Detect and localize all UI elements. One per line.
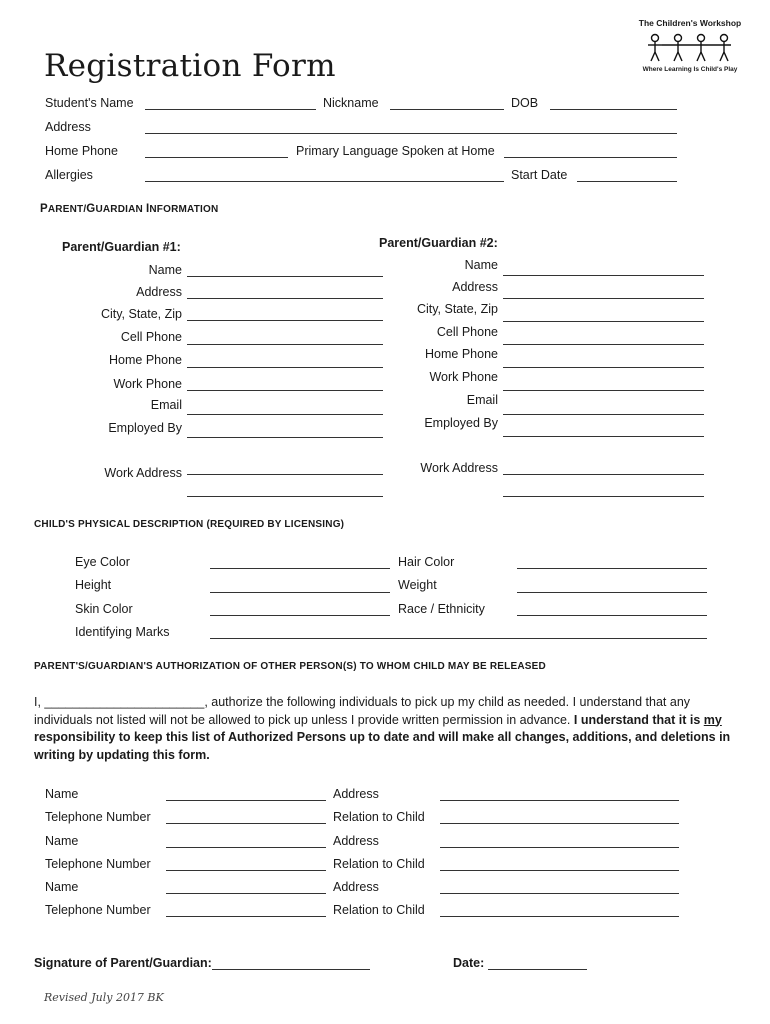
hair-color-label: Hair Color: [398, 555, 455, 569]
home-phone-label: Home Phone: [45, 144, 118, 158]
g1-address-field[interactable]: [187, 298, 383, 299]
g2-email-field[interactable]: [503, 414, 704, 415]
address-label: Address: [45, 120, 91, 134]
g1-email-field[interactable]: [187, 414, 383, 415]
person3-phone-label: Telephone Number: [45, 903, 151, 917]
person2-phone-label: Telephone Number: [45, 857, 151, 871]
date-field[interactable]: [488, 969, 587, 970]
height-label: Height: [75, 578, 112, 592]
g2-work-address-field[interactable]: [503, 474, 704, 475]
g2-name-field[interactable]: [503, 275, 704, 276]
g1-home-phone-field[interactable]: [187, 367, 383, 368]
person2-address-field[interactable]: [440, 847, 679, 848]
hair-color-field[interactable]: [517, 568, 707, 569]
person1-name-field[interactable]: [166, 800, 326, 801]
g1-name-field[interactable]: [187, 276, 383, 277]
g1-work-phone-field[interactable]: [187, 390, 383, 391]
g2-cell-label: Cell Phone: [436, 325, 498, 339]
g1-cell-field[interactable]: [187, 344, 383, 345]
person3-relation-label: Relation to Child: [333, 903, 425, 917]
eye-color-field[interactable]: [210, 568, 390, 569]
g1-work-phone-label: Work Phone: [113, 377, 182, 391]
person3-address-field[interactable]: [440, 893, 679, 894]
person2-relation-label: Relation to Child: [333, 857, 425, 871]
g2-name-label: Name: [464, 258, 498, 272]
person3-name-label: Name: [45, 880, 79, 894]
company-logo: [636, 14, 744, 74]
g1-employer-label: Employed By: [108, 421, 182, 435]
start-date-field[interactable]: [577, 181, 677, 182]
signature-label: Signature of Parent/Guardian:: [34, 956, 212, 970]
g2-employer-field[interactable]: [503, 436, 704, 437]
g1-address-label: Address: [136, 285, 182, 299]
skin-color-field[interactable]: [210, 615, 390, 616]
g1-cell-label: Cell Phone: [120, 330, 182, 344]
person1-address-label: Address: [333, 787, 379, 801]
physical-description-heading: CHILD'S PHYSICAL DESCRIPTION (REQUIRED BY LICENSING): [34, 519, 345, 530]
language-label: Primary Language Spoken at Home: [296, 144, 495, 158]
authorization-paragraph: I, _______________________, authorize the following individuals to pick up my child as needed. I understand that any individuals not listed will not be allowed to pick up unless I provide written permission in advance. I understand that it is my responsibility to keep this list of Authorized Persons up to date and will make all changes, additions, and deletions in writing by updating this form.: [34, 695, 731, 762]
g1-home-phone-label: Home Phone: [109, 353, 182, 367]
g2-employer-label: Employed By: [424, 416, 498, 430]
eye-color-label: Eye Color: [75, 555, 130, 569]
g1-city-field[interactable]: [187, 320, 383, 321]
person1-relation-field[interactable]: [440, 823, 679, 824]
nickname-field[interactable]: [390, 109, 504, 110]
student-name-field[interactable]: [145, 109, 316, 110]
home-phone-field[interactable]: [145, 157, 288, 158]
g2-address-field[interactable]: [503, 298, 704, 299]
race-label: Race / Ethnicity: [398, 602, 485, 616]
g1-name-label: Name: [148, 263, 182, 277]
race-field[interactable]: [517, 615, 707, 616]
g1-work-address-label: Work Address: [104, 466, 182, 480]
allergies-label: Allergies: [45, 168, 93, 182]
person1-phone-label: Telephone Number: [45, 810, 151, 824]
person2-relation-field[interactable]: [440, 870, 679, 871]
person1-address-field[interactable]: [440, 800, 679, 801]
dob-label: DOB: [511, 96, 539, 110]
g2-work-address-field-2[interactable]: [503, 496, 704, 497]
guardian1-heading: Parent/Guardian #1:: [62, 240, 181, 254]
page-title: Registration Form: [44, 48, 336, 84]
signature-field[interactable]: [212, 969, 370, 970]
weight-label: Weight: [398, 578, 437, 592]
skin-color-label: Skin Color: [75, 602, 133, 616]
language-field[interactable]: [504, 157, 677, 158]
g2-email-label: Email: [466, 393, 498, 407]
weight-field[interactable]: [517, 592, 707, 593]
g1-work-address-field-2[interactable]: [187, 496, 383, 497]
g1-email-label: Email: [150, 398, 182, 412]
student-name-label: Student's Name: [45, 96, 134, 110]
person1-relation-label: Relation to Child: [333, 810, 425, 824]
person3-address-label: Address: [333, 880, 379, 894]
authorization-heading: PARENT'S/GUARDIAN'S AUTHORIZATION OF OTHER PERSON(S) TO WHOM CHILD MAY BE RELEASED: [34, 661, 546, 672]
g2-address-label: Address: [452, 280, 498, 294]
person2-name-label: Name: [45, 834, 79, 848]
logo-name: The Children's Workshop: [638, 18, 742, 28]
person3-name-field[interactable]: [166, 893, 326, 894]
person3-relation-field[interactable]: [440, 916, 679, 917]
g2-work-phone-label: Work Phone: [429, 370, 498, 384]
g2-city-label: City, State, Zip: [416, 302, 498, 316]
height-field[interactable]: [210, 592, 390, 593]
identifying-marks-label: Identifying Marks: [75, 625, 170, 639]
g1-employer-field[interactable]: [187, 437, 383, 438]
identifying-marks-field[interactable]: [210, 638, 707, 639]
g2-work-phone-field[interactable]: [503, 390, 704, 391]
stick-figures-icon: [636, 14, 744, 74]
guardian2-heading: Parent/Guardian #2:: [379, 236, 498, 250]
g1-work-address-field[interactable]: [187, 474, 383, 475]
g2-cell-field[interactable]: [503, 344, 704, 345]
allergies-field[interactable]: [145, 181, 504, 182]
g2-work-address-label: Work Address: [420, 461, 498, 475]
person1-name-label: Name: [45, 787, 79, 801]
g2-home-phone-label: Home Phone: [425, 347, 498, 361]
person1-phone-field[interactable]: [166, 823, 326, 824]
date-label: Date:: [453, 956, 485, 970]
dob-field[interactable]: [550, 109, 677, 110]
parent-info-heading: PARENT/GUARDIAN INFORMATION: [40, 203, 219, 215]
g2-city-field[interactable]: [503, 321, 704, 322]
person3-phone-field[interactable]: [166, 916, 326, 917]
person2-phone-field[interactable]: [166, 870, 326, 871]
logo-tagline: Where Learning Is Child's Play: [642, 66, 738, 73]
person2-address-label: Address: [333, 834, 379, 848]
address-field[interactable]: [145, 133, 677, 134]
start-date-label: Start Date: [511, 168, 568, 182]
g1-city-label: City, State, Zip: [100, 307, 182, 321]
revision-note: Revised July 2017 BK: [44, 991, 164, 1004]
g2-home-phone-field[interactable]: [503, 367, 704, 368]
nickname-label: Nickname: [323, 96, 379, 110]
person2-name-field[interactable]: [166, 847, 326, 848]
